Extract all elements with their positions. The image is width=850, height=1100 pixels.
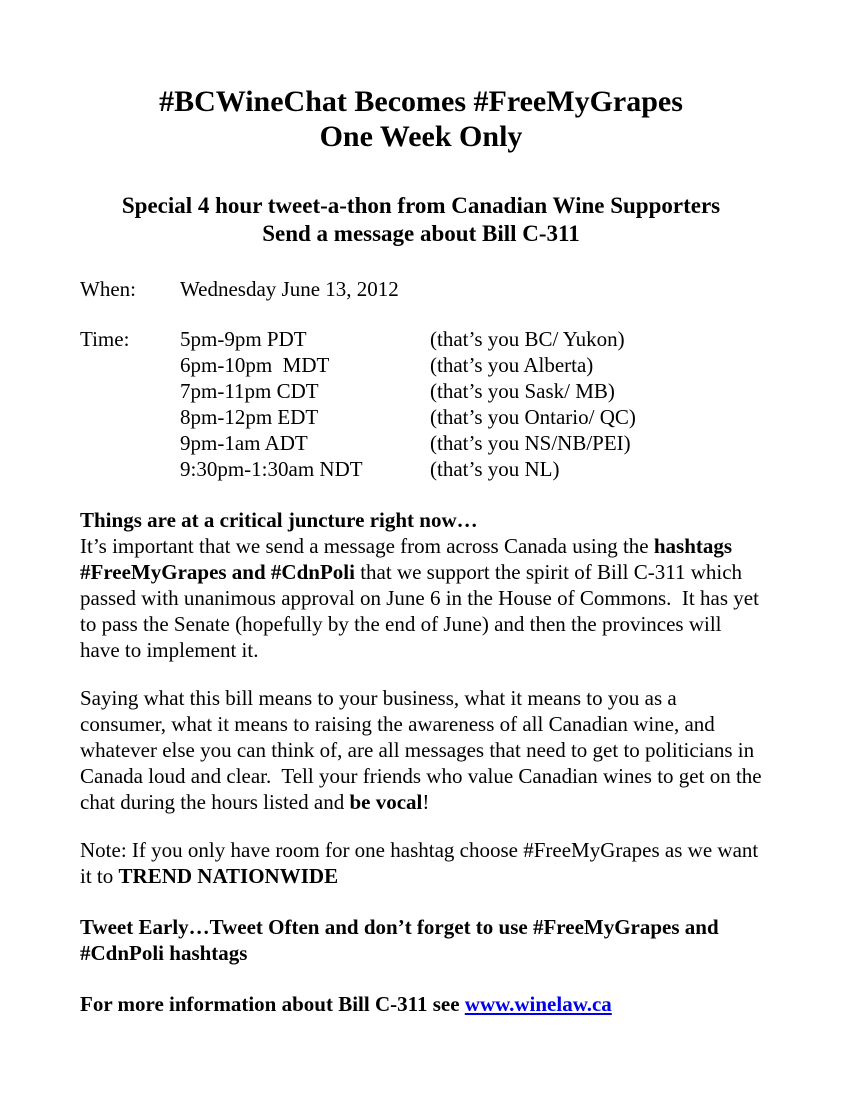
when-value: Wednesday June 13, 2012 [180, 277, 399, 301]
time-value: 8pm-12pm EDT [180, 405, 319, 429]
paragraph-critical-juncture [80, 507, 765, 663]
time-row [80, 456, 762, 482]
time-note: (that’s you Alberta) [430, 353, 594, 377]
paragraph-saying [80, 685, 767, 815]
title-line-1: #BCWineChat Becomes #FreeMyGrapes [159, 85, 683, 118]
time-value: 5pm-9pm PDT [180, 327, 307, 351]
title-line-2: One Week Only [319, 120, 523, 153]
paragraph-more-info [80, 991, 762, 1017]
when-row [80, 276, 762, 302]
time-note: (that’s you Ontario/ QC) [430, 405, 636, 429]
saying-be-vocal-bold: be vocal [349, 790, 423, 814]
time-note: (that’s you Sask/ MB) [430, 379, 615, 403]
time-note: (that’s you BC/ Yukon) [430, 327, 625, 351]
time-value: 7pm-11pm CDT [180, 379, 319, 403]
critical-hashtags-bold: hashtags #FreeMyGrapes and #CdnPoli [80, 534, 738, 584]
critical-text: It’s important that we send a message from across Canada using the [80, 534, 654, 558]
time-row [80, 326, 762, 352]
saying-text: Saying what this bill means to your business, what it means to you as a consumer, what it means to raising the awareness of all Canadian wine, and whatever else you can think of, are all messages that need to get to politicians in Canada loud and clear. Tell your friends who value Canadian wines to get on the chat during the hours listed and [80, 686, 767, 814]
more-info-lead: For more information about Bill C-311 see [80, 992, 465, 1016]
saying-exclaim: ! [422, 790, 430, 814]
note-trend-bold: TREND NATIONWIDE [118, 864, 339, 888]
time-row [80, 430, 762, 456]
time-note: (that’s you NL) [430, 457, 560, 481]
document-subtitle [80, 192, 762, 248]
paragraph-tweet-early: Tweet Early…Tweet Often and don’t forget to use #FreeMyGrapes and #CdnPoli hashtags [80, 915, 724, 965]
time-value: 9:30pm-1:30am NDT [180, 457, 363, 481]
time-row [80, 404, 762, 430]
document-title [80, 84, 762, 154]
critical-heading: Things are at a critical juncture right now… [80, 508, 478, 532]
when-label: When: [80, 277, 136, 301]
note-text: Note: If you only have room for one hashtag choose #FreeMyGrapes as we want it to [80, 838, 764, 888]
time-value: 6pm-10pm MDT [180, 353, 330, 377]
time-note: (that’s you NS/NB/PEI) [430, 431, 631, 455]
subtitle-line-2: Send a message about Bill C-311 [262, 221, 580, 246]
winelaw-link[interactable]: www.winelaw.ca [464, 992, 612, 1016]
time-row [80, 352, 762, 378]
time-value: 9pm-1am ADT [180, 431, 308, 455]
subtitle-line-1: Special 4 hour tweet-a-thon from Canadian Wine Supporters [121, 193, 721, 218]
time-row [80, 378, 762, 404]
paragraph-note [80, 837, 762, 889]
time-label: Time: [80, 327, 130, 351]
critical-text-cont: that we support the spirit of Bill C-311 which passed with unanimous approval on June 6 in the House of Commons. It has yet to pass the Senate (hopefully by the end of June) and then the provinces will have to implement it. [80, 560, 765, 662]
time-block [80, 326, 762, 482]
